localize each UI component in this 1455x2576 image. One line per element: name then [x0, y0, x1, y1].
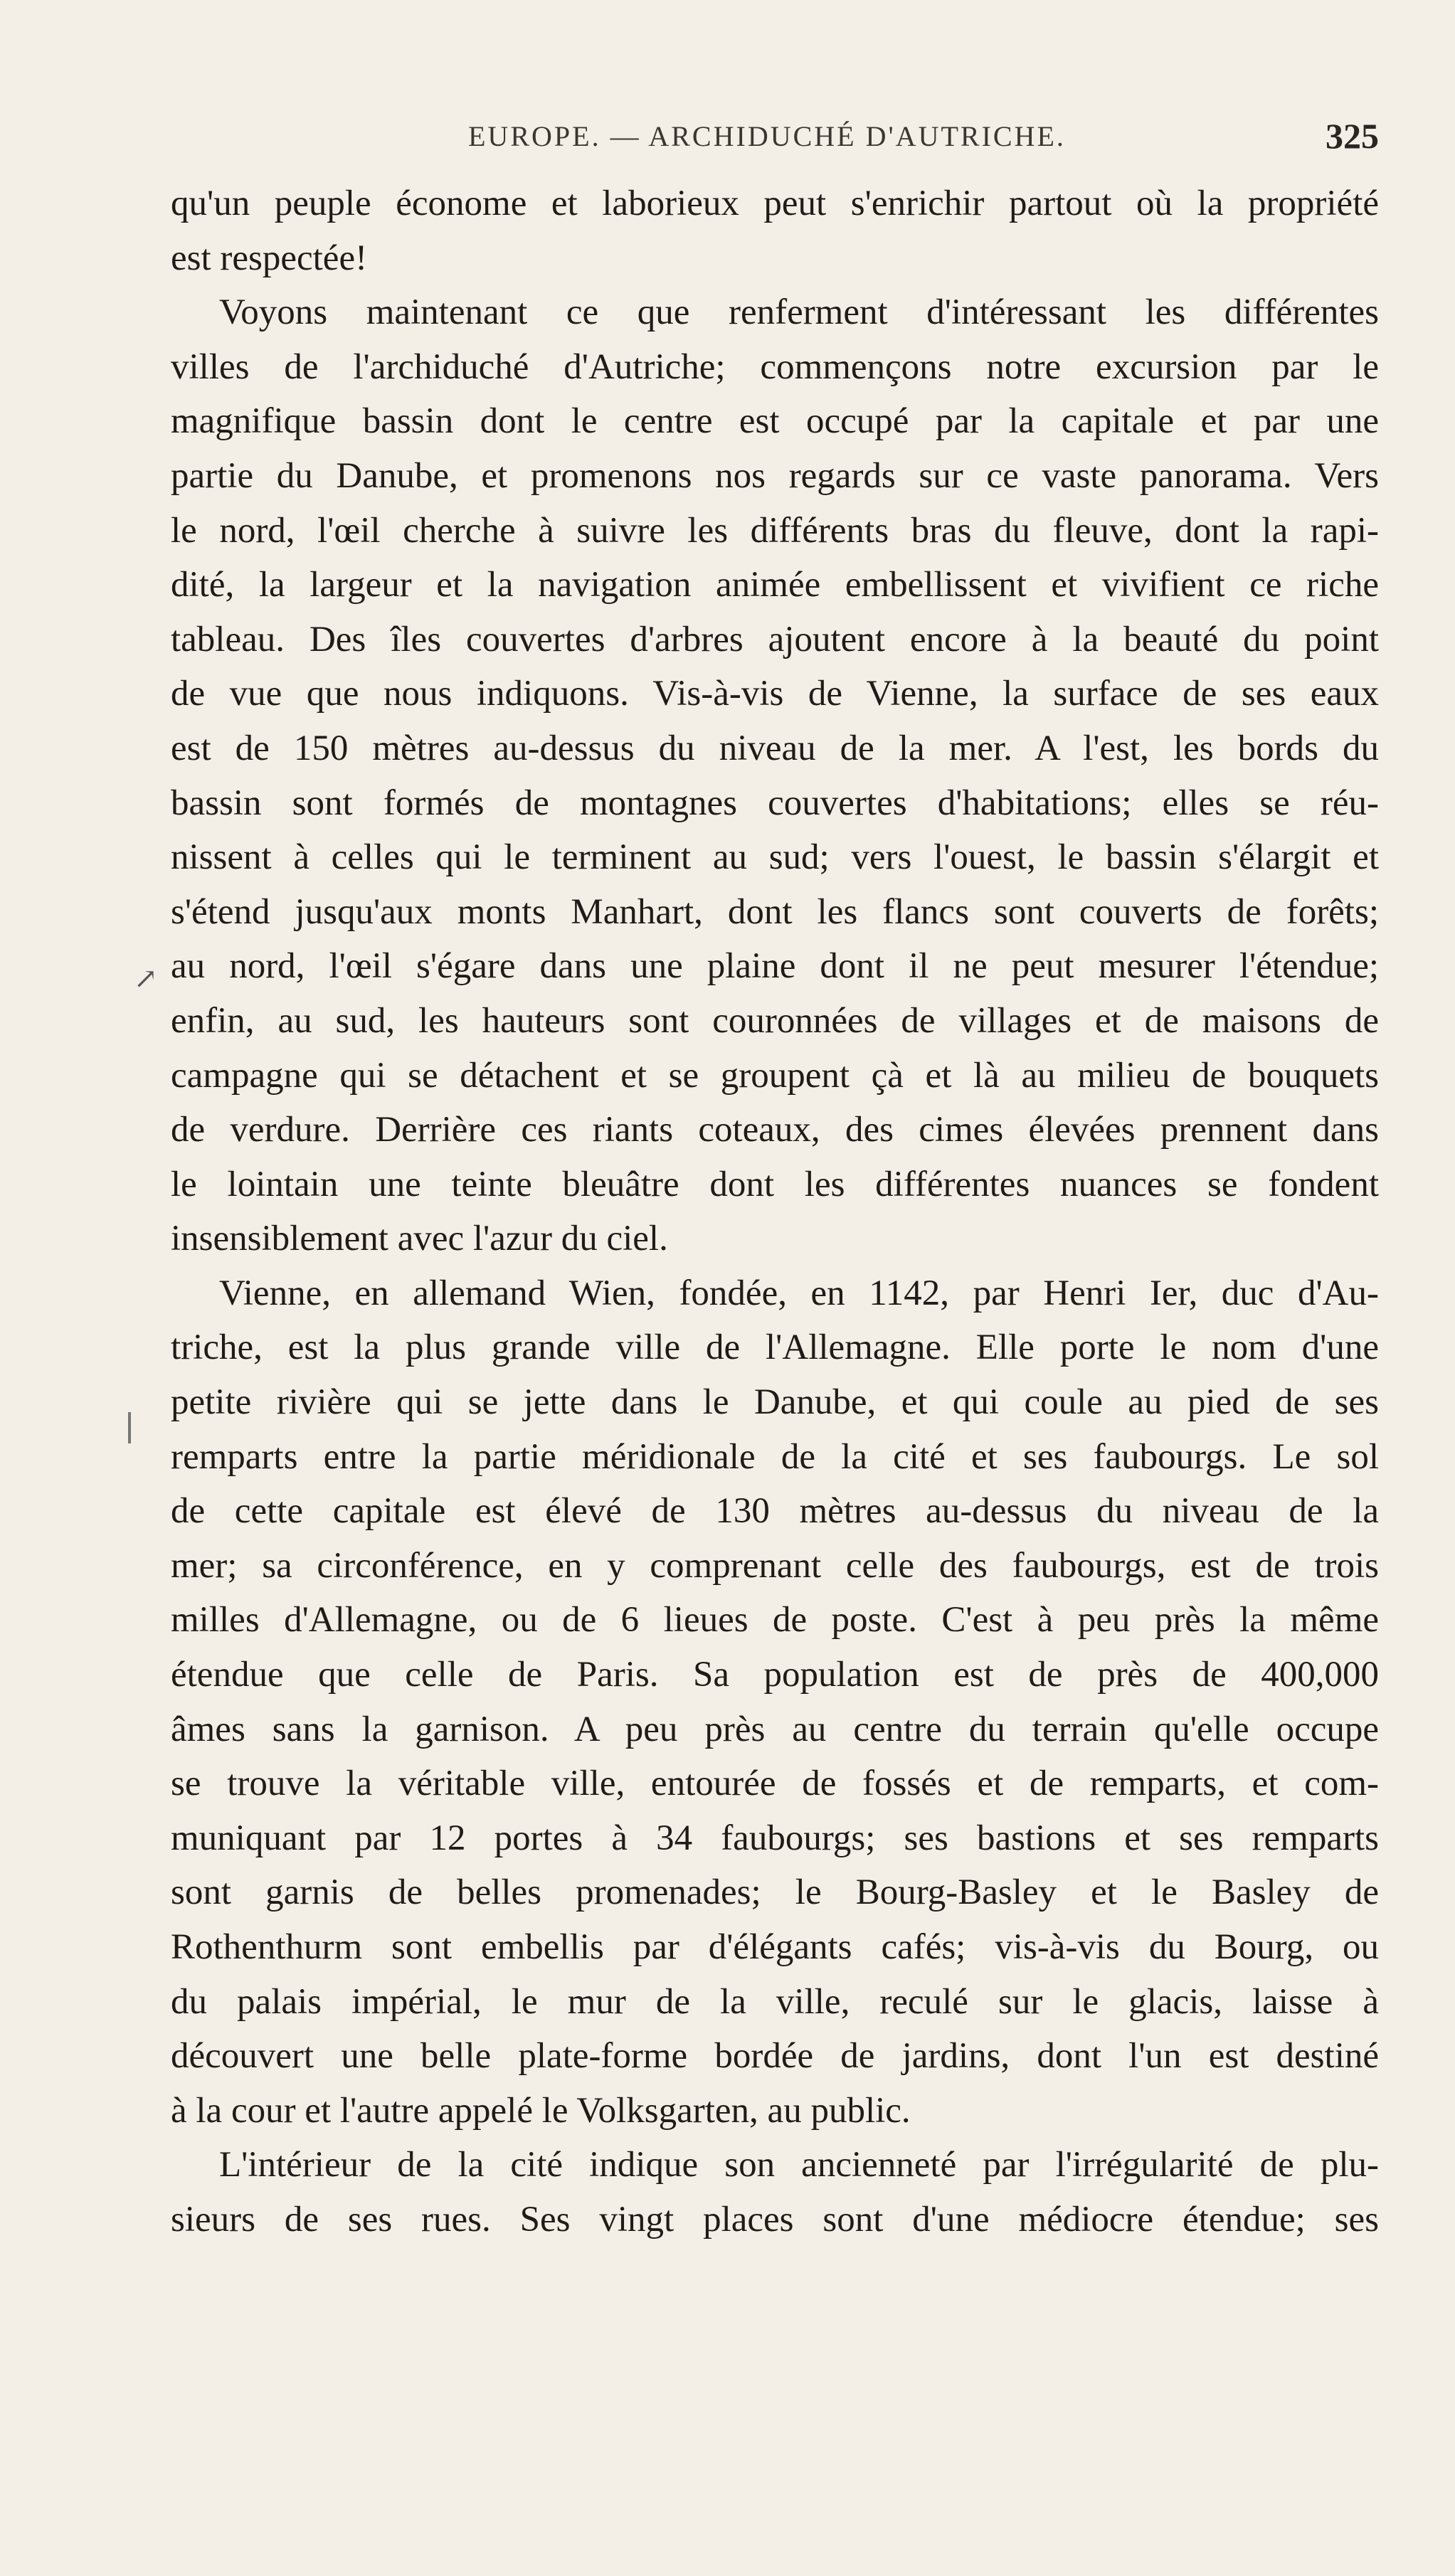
- text-line: se trouve la véritable ville, entourée de fossés et de remparts, et com-: [171, 1764, 1379, 1804]
- text-line: de verdure. Derrière ces riants coteaux, des cimes élevées prennent dans: [171, 1110, 1379, 1150]
- text-line: sont garnis de belles promenades; le Bourg-Basley et le Basley de: [171, 1872, 1379, 1913]
- text-line: est respectée!: [171, 238, 368, 278]
- page-number: 325: [1326, 116, 1379, 156]
- text-line: sieurs de ses rues. Ses vingt places sont d'une médiocre étendue; ses: [171, 2199, 1379, 2240]
- text-line: Vienne, en allemand Wien, fondée, en 1142, par Henri Ier, duc d'Au-: [219, 1273, 1379, 1313]
- text-line: Voyons maintenant ce que renferment d'intéressant les différentes: [219, 292, 1379, 333]
- text-line: le nord, l'œil cherche à suivre les différents bras du fleuve, dont la rapi-: [171, 510, 1379, 551]
- text-line: villes de l'archiduché d'Autriche; commençons notre excursion par le: [171, 346, 1379, 387]
- text-line: est de 150 mètres au-dessus du niveau de la mer. A l'est, les bords du: [171, 728, 1379, 768]
- text-line: tableau. Des îles couvertes d'arbres ajoutent encore à la beauté du point: [171, 619, 1379, 659]
- margin-arrow-mark: ↗: [134, 963, 158, 995]
- text-line: dité, la largeur et la navigation animée embellissent et vivifient ce riche: [171, 565, 1379, 605]
- text-line: de cette capitale est élevé de 130 mètres au-dessus du niveau de la: [171, 1491, 1379, 1532]
- text-line: s'étend jusqu'aux monts Manhart, dont les flancs sont couverts de forêts;: [171, 891, 1379, 932]
- text-line: campagne qui se détachent et se groupent çà et là au milieu de bouquets: [171, 1055, 1379, 1096]
- text-line: remparts entre la partie méridionale de la cité et ses faubourgs. Le sol: [171, 1436, 1379, 1477]
- text-line: triche, est la plus grande ville de l'Allemagne. Elle porte le nom d'une: [171, 1327, 1379, 1368]
- running-head: [176, 116, 1379, 162]
- text-line: enfin, au sud, les hauteurs sont couronnées de villages et de maisons de: [171, 1000, 1379, 1041]
- text-line: qu'un peuple économe et laborieux peut s'enrichir partout où la propriété: [171, 184, 1379, 223]
- text-line: découvert une belle plate-forme bordée de jardins, dont l'un est destiné: [171, 2036, 1379, 2077]
- text-line: magnifique bassin dont le centre est occupé par la capitale et par une: [171, 401, 1379, 442]
- text-line: L'intérieur de la cité indique son ancienneté par l'irrégularité de plu-: [219, 2145, 1379, 2185]
- text-line: mer; sa circonférence, en y comprenant celle des faubourgs, est de trois: [171, 1545, 1379, 1586]
- margin-bar-mark: [128, 1412, 131, 1443]
- running-title: EUROPE. — ARCHIDUCHÉ D'AUTRICHE.: [468, 120, 1066, 152]
- text-line: Rothenthurm sont embellis par d'élégants cafés; vis-à-vis du Bourg, ou: [171, 1927, 1379, 1967]
- text-line: bassin sont formés de montagnes couvertes d'habitations; elles se réu-: [171, 783, 1379, 823]
- text-line: nissent à celles qui le terminent au sud; vers l'ouest, le bassin s'élargit et: [171, 837, 1379, 878]
- text-line: insensiblement avec l'azur du ciel.: [171, 1219, 668, 1259]
- text-line: du palais impérial, le mur de la ville, reculé sur le glacis, laisse à: [171, 1981, 1379, 2022]
- text-line: à la cour et l'autre appelé le Volksgarten, au public.: [171, 2090, 911, 2131]
- body-text: [171, 176, 1379, 2247]
- text-line: muniquant par 12 portes à 34 faubourgs; ses bastions et ses remparts: [171, 1818, 1379, 1858]
- text-line: étendue que celle de Paris. Sa population est de près de 400,000: [171, 1655, 1379, 1695]
- text-line: le lointain une teinte bleuâtre dont les différentes nuances se fondent: [171, 1164, 1379, 1204]
- text-line: âmes sans la garnison. A peu près au centre du terrain qu'elle occupe: [171, 1709, 1379, 1749]
- text-line: petite rivière qui se jette dans le Danube, et qui coule au pied de ses: [171, 1382, 1379, 1423]
- text-line: partie du Danube, et promenons nos regards sur ce vaste panorama. Vers: [171, 455, 1379, 496]
- text-line: milles d'Allemagne, ou de 6 lieues de poste. C'est à peu près la même: [171, 1600, 1379, 1641]
- text-line: au nord, l'œil s'égare dans une plaine dont il ne peut mesurer l'étendue;: [171, 946, 1379, 987]
- text-line: de vue que nous indiquons. Vis-à-vis de Vienne, la surface de ses eaux: [171, 674, 1379, 714]
